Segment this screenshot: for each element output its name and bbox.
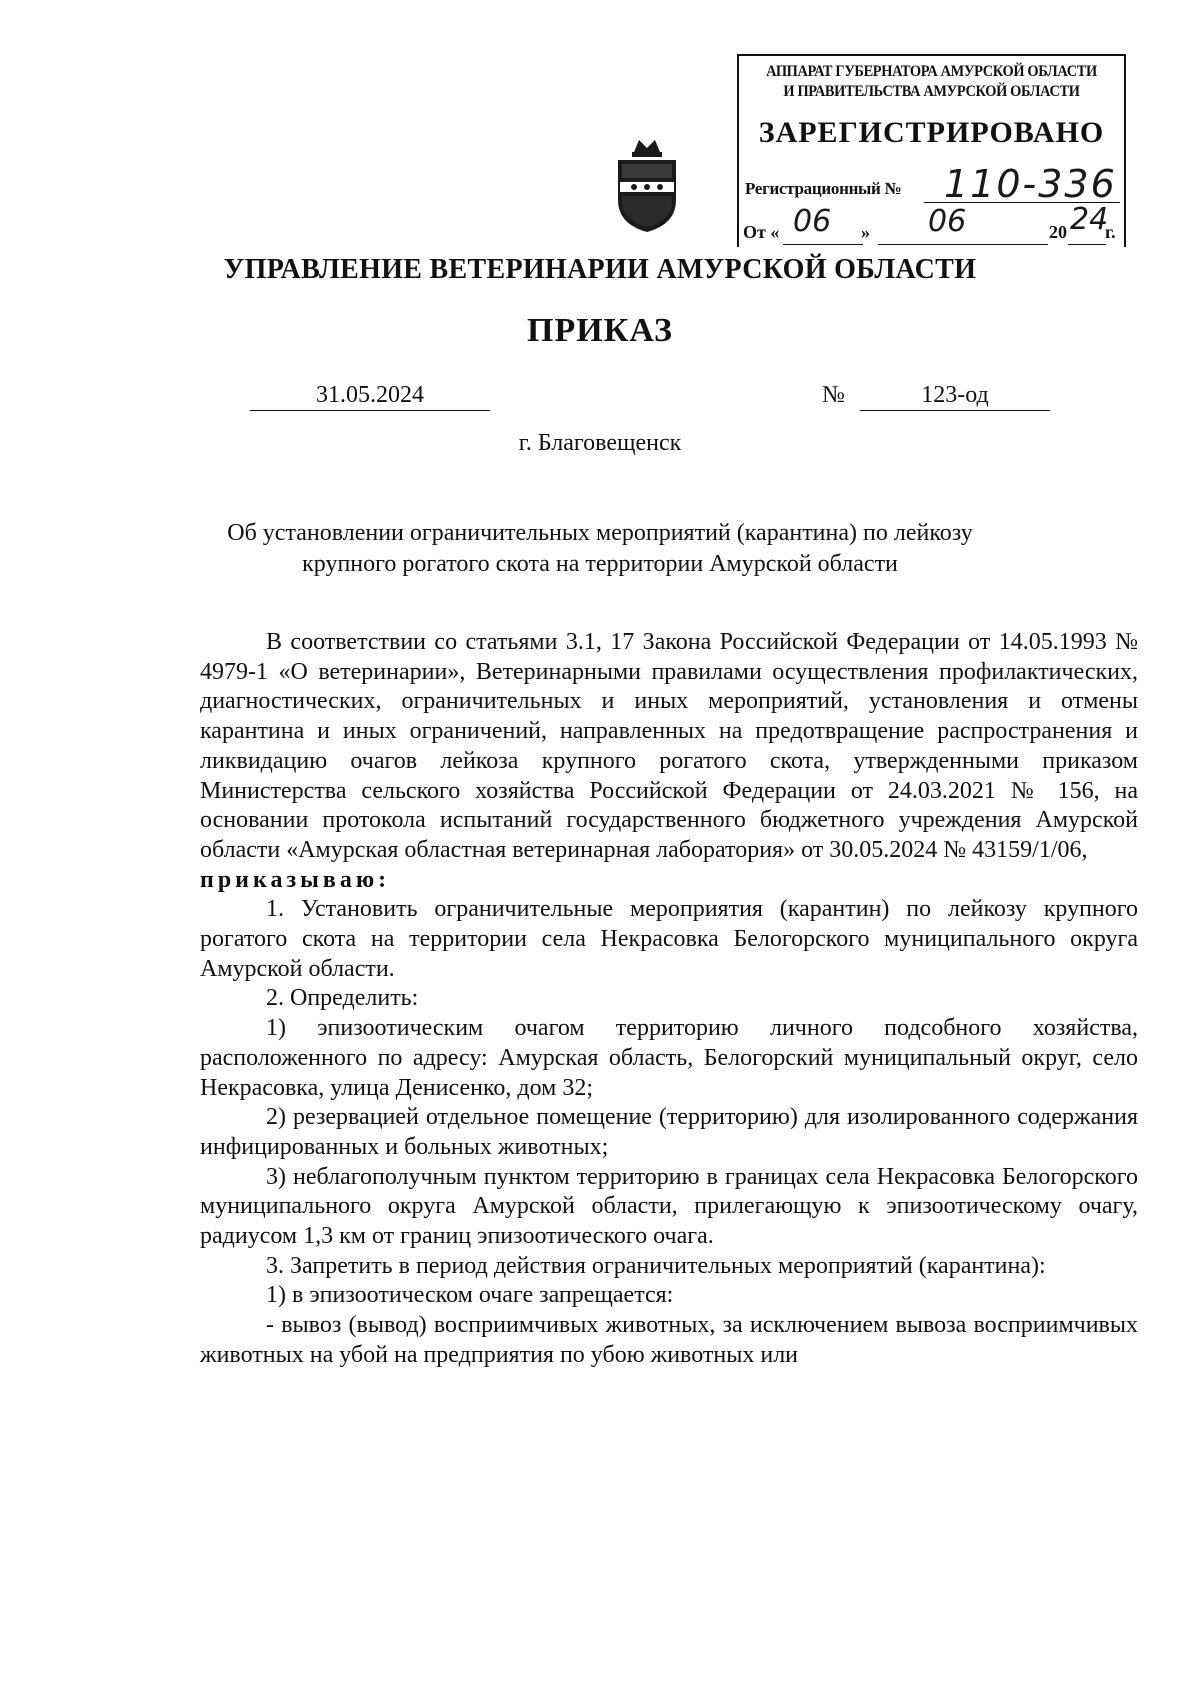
- document-type: ПРИКАЗ: [527, 312, 673, 349]
- stamp-date-prefix: От «: [743, 222, 780, 242]
- order-date-underline: [250, 410, 490, 411]
- order-body: [200, 628, 1138, 1371]
- stamp-year-suffix: 24: [1070, 202, 1109, 237]
- subject-line-1: Об установлении ограничительных мероприятий (карантина) по лейкозу: [227, 520, 973, 546]
- stamp-year-g: г.: [1105, 222, 1116, 242]
- preamble-paragraph: В соответствии со статьями 3.1, 17 Закона Российской Федерации от 14.05.1993 № 4979-1 «О ветеринарии», Ветеринарными правилами осуществления профилактических, диагностических, ограничительных и иных мероприятий, установления и отмены карантина и иных ограничений, направленных на предотвращение распространения и ликвидацию очагов лейкоза крупного рогатого скота, утвержденными приказом Министерства сельского хозяйства Российской Федерации от 24.03.2021 № 156, на основании протокола испытаний государственного бюджетного учреждения Амурской области «Амурская областная ветеринарная лаборатория» от 30.05.2024 № 43159/1/06,: [200, 629, 1138, 863]
- order-number: 123-од: [921, 382, 989, 408]
- paragraph-2: 2. Определить:: [266, 985, 419, 1012]
- paragraph-2-1: 1) эпизоотическим очагом территорию личного подсобного хозяйства, расположенного по адресу: Амурская область, Белогорский муниципальный округ, село Некрасовка, улица Денисенко, дом 32;: [200, 1015, 1138, 1101]
- stamp-year-prefix: 20: [1049, 222, 1067, 242]
- order-date: 31.05.2024: [316, 382, 424, 408]
- stamp-reg-number: 110-336: [944, 162, 1117, 206]
- stamp-date-quote-close: »: [861, 222, 870, 242]
- stamp-title: ЗАРЕГИСТРИРОВАНО: [758, 116, 1105, 149]
- order-number-sign: №: [822, 382, 845, 408]
- order-subject: [200, 518, 1000, 580]
- stamp-date-day: 06: [793, 204, 832, 239]
- stamp-day-underline: [783, 244, 863, 245]
- paragraph-2-3: 3) неблагополучным пунктом территорию в границах села Некрасовка Белогорского муниципального округа Амурской области, прилегающую к эпизоотическому очагу, радиусом 1,3 км от границ эпизоотического очага.: [200, 1163, 1138, 1250]
- subject-line-2: крупного рогатого скота на территории Амурской области: [302, 551, 898, 577]
- city: г. Благовещенск: [518, 430, 682, 456]
- stamp-org-line2: И ПРАВИТЕЛЬСТВА АМУРСКОЙ ОБЛАСТИ: [783, 83, 1080, 100]
- stamp-date-month: 06: [928, 204, 967, 239]
- paragraph-3-1-a: - вывоз (вывод) восприимчивых животных, за исключением вывоза восприимчивых животных на убой на предприятия по убою животных или: [200, 1312, 1138, 1368]
- paragraph-1: 1. Установить ограничительные мероприятия (карантин) по лейкозу крупного рогатого скота на территории села Некрасовка Белогорского муниципального округа Амурской области.: [200, 896, 1138, 982]
- order-word: приказываю:: [200, 866, 391, 893]
- stamp-year-underline: [1068, 244, 1106, 245]
- order-number-underline: [860, 410, 1050, 411]
- stamp-month-underline: [878, 244, 1048, 245]
- paragraph-3: 3. Запретить в период действия ограничительных мероприятий (карантина):: [266, 1252, 1046, 1279]
- stamp-reg-label: Регистрационный №: [745, 179, 902, 198]
- coat-of-arms-icon: [612, 138, 682, 234]
- paragraph-3-1: 1) в эпизоотическом очаге запрещается:: [266, 1282, 674, 1309]
- organization-title: УПРАВЛЕНИЕ ВЕТЕРИНАРИИ АМУРСКОЙ ОБЛАСТИ: [223, 254, 977, 285]
- paragraph-2-2: 2) резервацией отдельное помещение (территорию) для изолированного содержания инфицированных и больных животных;: [200, 1104, 1138, 1160]
- stamp-org-line1: АППАРАТ ГУБЕРНАТОРА АМУРСКОЙ ОБЛАСТИ: [766, 63, 1097, 80]
